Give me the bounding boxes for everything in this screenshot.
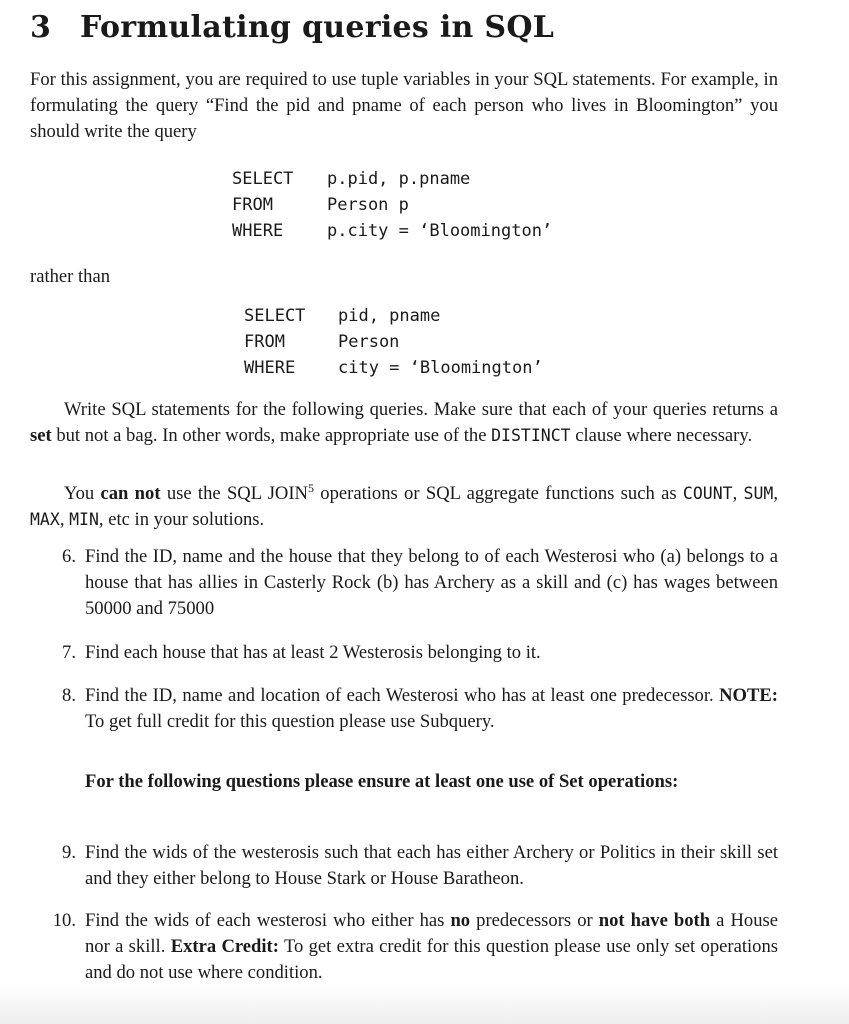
question-number: 7. <box>62 642 76 663</box>
question-number: 10. <box>52 910 76 931</box>
question-text: Find the ID, name and the house that they belong to of each Westerosi who (a) belongs to a house that has allies in Casterly Rock (b) has Archery as a skill and (c) has wages between 50000 and 75000 <box>85 546 778 619</box>
question-number: 8. <box>62 685 76 706</box>
sql-example-plain <box>244 303 543 381</box>
note-text: For the following questions please ensure at least one use of Set operations: <box>85 771 679 792</box>
sql-keyword: FROM <box>232 195 273 215</box>
sql-clause: Person p <box>327 195 409 215</box>
section-title: Formulating queries in SQL <box>80 10 555 45</box>
sql-keyword: SELECT <box>232 169 294 189</box>
question-number: 9. <box>62 842 76 863</box>
sql-keyword: SELECT <box>244 306 306 326</box>
sql-clause: p.pid, p.pname <box>327 169 471 189</box>
question-text: Find the wids of each westerosi who either has no predecessors or not have both a House nor a skill. Extra Credit: To get extra credit for this question please use only set operations and do not use where condition. <box>85 910 779 983</box>
question-number: 6. <box>62 546 76 567</box>
sql-clause: city = ‘Bloomington’ <box>338 358 543 378</box>
restrictions-paragraph: You can not use the SQL JOIN$^5$ operations or SQL aggregate functions such as COUNT, SUM, MAX, MIN, etc in your solutions. <box>30 481 778 530</box>
intro-paragraph: For this assignment, you are required to use tuple variables in your SQL statements. For example, in formulating the query “Find the pid and pname of each person who lives in Bloomington” you should write the query <box>30 69 778 142</box>
question-text: Find each house that has at least 2 Westerosis belonging to it. <box>85 642 541 663</box>
rather-than-text: rather than <box>30 266 111 287</box>
bottom-shadow <box>0 984 849 1024</box>
sql-clause: Person <box>338 332 400 352</box>
sql-keyword: WHERE <box>244 358 296 378</box>
question-text: Find the wids of the westerosis such that each has either Archery or Politics in their skill set and they either belong to House Stark or House Baratheon. <box>85 842 778 889</box>
sql-keyword: WHERE <box>232 221 284 241</box>
sql-example-tuple-vars <box>232 166 552 244</box>
sql-clause: pid, pname <box>338 306 441 326</box>
section-number: 3 <box>30 10 52 45</box>
question-text: Find the ID, name and location of each Westerosi who has at least one predecessor. NOTE: To get full credit for this question please use Subquery. <box>85 685 778 732</box>
sql-keyword: FROM <box>244 332 285 352</box>
instructions-paragraph: Write SQL statements for the following queries. Make sure that each of your queries returns a set but not a bag. In other words, make appropriate use of the DISTINCT clause where necessary. <box>30 399 778 446</box>
sql-clause: p.city = ‘Bloomington’ <box>327 221 553 241</box>
section-heading <box>30 10 554 45</box>
